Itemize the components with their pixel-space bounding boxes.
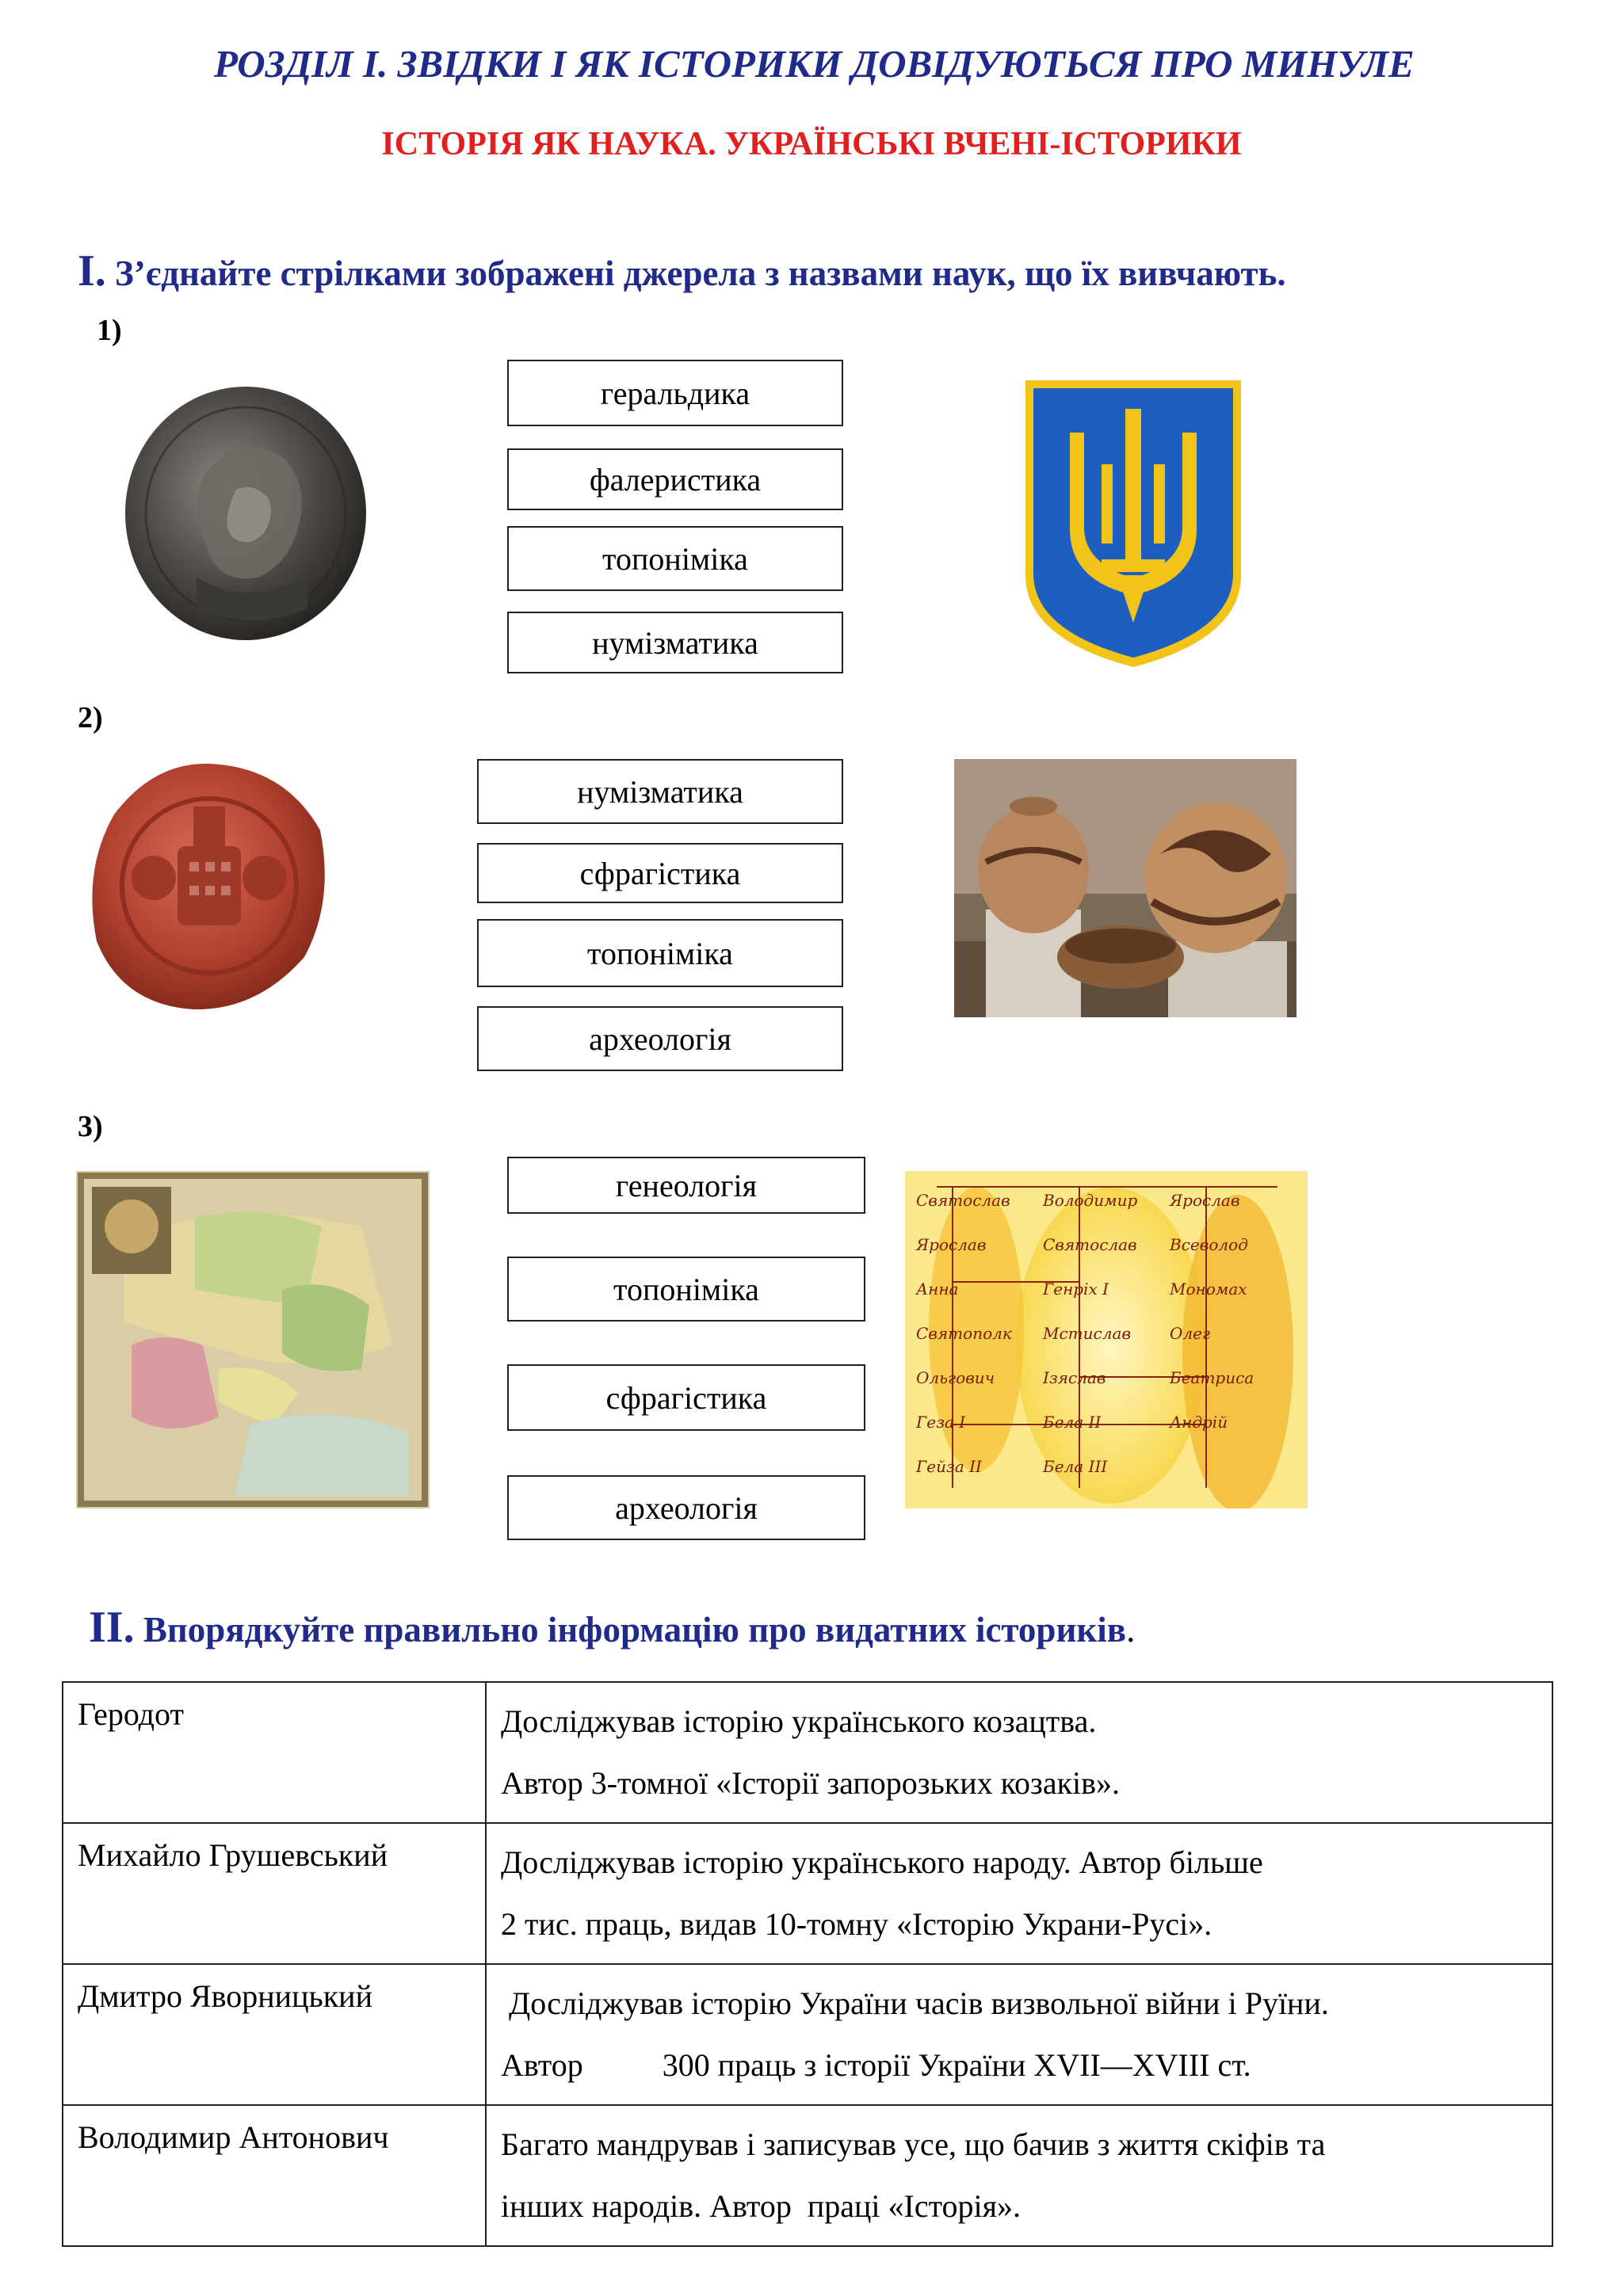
tree-name-label: Святослав <box>916 1191 1010 1210</box>
historian-description <box>486 1682 1552 1823</box>
group2-label: 2) <box>78 701 103 734</box>
tree-name-label: Гейза ІІ <box>916 1457 982 1476</box>
description-line: Досліджував історію українського народу. Автор більше <box>501 1844 1263 1880</box>
tree-name-label: Ярослав <box>1170 1191 1240 1210</box>
description-line: Досліджував історію України часів визвольної війни і Руїни. <box>501 1985 1329 2021</box>
lesson-title: ІСТОРІЯ ЯК НАУКА. УКРАЇНСЬКІ ВЧЕНІ-ІСТОРИКИ <box>381 126 1242 162</box>
tree-name-label: Всеволод <box>1170 1235 1248 1254</box>
option-toponymy-2[interactable]: топоніміка <box>477 919 843 987</box>
description-line: інших народів. Автор праці «Історія». <box>501 2188 1022 2224</box>
chapter-title: РОЗДІЛ І. ЗВІДКИ І ЯК ІСТОРИКИ ДОВІДУЮТЬСЯ ПРО МИНУЛЕ <box>214 42 1415 86</box>
option-genealogy[interactable]: генеологія <box>507 1157 865 1214</box>
tree-name-label: Ольгович <box>916 1368 995 1387</box>
tree-name-label: Геза І <box>916 1413 966 1432</box>
tree-name-label: Андрій <box>1170 1413 1228 1432</box>
task1-heading <box>78 246 1286 296</box>
tree-name-label: Ярослав <box>916 1235 987 1254</box>
task2-number: ІІ. <box>89 1603 135 1652</box>
option-numismatics[interactable]: нумізматика <box>507 612 843 673</box>
option-archaeology[interactable]: археологія <box>477 1006 843 1071</box>
option-toponymy[interactable]: топоніміка <box>507 526 843 591</box>
tree-name-label: Бела ІІІ <box>1043 1457 1108 1476</box>
table-row <box>63 1823 1552 1964</box>
group1-label: 1) <box>97 314 122 347</box>
historian-description <box>486 1823 1552 1964</box>
historian-description <box>486 2105 1552 2246</box>
tree-name-label: Олег <box>1170 1324 1211 1343</box>
tree-name-label: Святослав <box>1043 1235 1137 1254</box>
task1-text: З’єднайте стрілками зображені джерела з назвами наук, що їх вивчають. <box>105 254 1286 293</box>
map-image <box>76 1171 430 1508</box>
option-phaleristics[interactable]: фалеристика <box>507 448 843 510</box>
historian-name: Дмитро Яворницький <box>63 1964 486 2105</box>
wax-seal-image <box>82 759 334 1016</box>
historian-name: Геродот <box>63 1682 486 1823</box>
option-archaeology-2[interactable]: археологія <box>507 1475 865 1540</box>
historian-description <box>486 1964 1552 2105</box>
group3-label: 3) <box>78 1110 103 1143</box>
table-row <box>63 2105 1552 2246</box>
historian-name: Володимир Антонович <box>63 2105 486 2246</box>
tree-name-label: Святополк <box>916 1324 1012 1343</box>
option-sphragistics-2[interactable]: сфрагістика <box>507 1364 865 1431</box>
pottery-image <box>954 759 1296 1017</box>
description-line: Багато мандрував і записував усе, що бачив з життя скіфів та <box>501 2126 1326 2162</box>
table-row <box>63 1682 1552 1823</box>
description-line: Автор 300 праць з історії України XVII—XVIII ст. <box>501 2047 1251 2083</box>
historians-table <box>62 1681 1553 2247</box>
option-toponymy-3[interactable]: топоніміка <box>507 1257 865 1322</box>
task2-heading <box>89 1602 1135 1653</box>
option-heraldry[interactable]: геральдика <box>507 360 843 426</box>
tree-name-label: Беатриса <box>1170 1368 1254 1387</box>
tree-name-label: Володимир <box>1043 1191 1138 1210</box>
tree-name-label: Мономах <box>1170 1280 1247 1299</box>
description-line: Автор 3-томної «Історії запорозьких козаків». <box>501 1765 1121 1801</box>
coat-of-arms-image <box>1022 377 1244 670</box>
task2-text: Впорядкуйте правильно інформацію про видатних істориків <box>134 1610 1127 1650</box>
historian-name: Михайло Грушевський <box>63 1823 486 1964</box>
family-tree-image <box>905 1171 1308 1508</box>
tree-name-label: Анна <box>916 1280 959 1299</box>
table-row <box>63 1964 1552 2105</box>
coin-image <box>117 379 371 648</box>
tree-name-label: Мстислав <box>1043 1324 1132 1343</box>
task2-dot: . <box>1126 1610 1136 1650</box>
tree-name-label: Генріх І <box>1043 1280 1109 1299</box>
option-numismatics-2[interactable]: нумізматика <box>477 759 843 824</box>
task1-number: І. <box>78 246 106 296</box>
tree-name-label: Бела ІІ <box>1043 1413 1102 1432</box>
description-line: Досліджував історію українського козацтва. <box>501 1703 1097 1739</box>
tree-name-label: Ізяслав <box>1043 1368 1106 1387</box>
option-sphragistics[interactable]: сфрагістика <box>477 843 843 903</box>
description-line: 2 тис. праць, видав 10-томну «Історію Украни-Русі». <box>501 1906 1212 1942</box>
